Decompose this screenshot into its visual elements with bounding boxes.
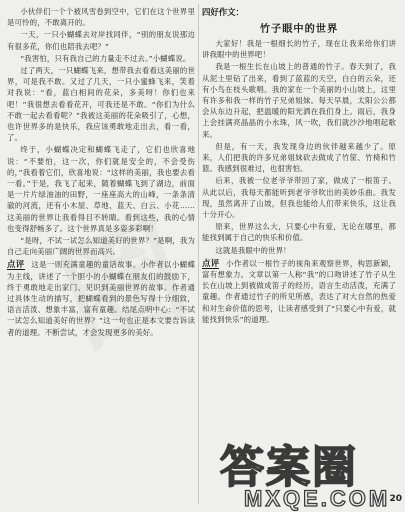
essay-paragraph: 后来，我被一位老爷爷带回了家，做成了一根笛子。从此以后，我每天都能听到老爷爷吹出的美妙乐曲。我发现，虽然离开了山坡，但我也能给人们带来快乐，这让我十分开心。 [202,176,396,220]
logo-subtext: MXQE.COM [244,486,391,511]
comment-label: 点评 [202,257,220,268]
essay-paragraph: 这就是我眼中的世界！ [215,245,291,255]
story-paragraph: “我害怕，只有我自己的力量走不过去。”小蝴蝶说。 [20,53,191,63]
section-label: 四好作文： [202,7,244,17]
logo-text: 答案圈 [220,442,358,493]
page-number: 20 [389,494,402,504]
comment-text: 这是一则充满童趣的童话故事。小作者以小蝴蝶为主线，讲述了一个胆小的小蝴蝶在朋友们的鼓励下，终于勇敢地走出家门、见识到美丽世界的故事。作者通过具体生动的描写，把蝴蝶看到的景色写得十分细致，语言活泼、想象丰富，富有童趣。结尾点明中心：“不试一试怎么知道美好的世界？”这一句也正是本文要告诉读者的道理。不断尝试，才会发现更多的美好。 [7,260,195,337]
essay-paragraph: 大家好！我是一根细长的竹子，现在让我来给你们讲讲我眼中的世界吧！ [202,39,396,60]
essay-paragraph: 原来，世界这么大，只要心中有爱，无论在哪里，都能找到属于自己的快乐和价值。 [202,222,396,243]
essay-paragraph: 但是，有一天，我发现身边的伙伴越来越少了。原来，人们把我的许多兄弟姐妹砍去做成了竹筐、竹椅和竹篮。我感到很难过，也很害怕。 [202,141,396,174]
column-divider [198,4,199,504]
essay-title: 竹子眼中的世界 [259,24,339,35]
right-column [202,6,396,326]
story-paragraph: “是呀，不试一试怎么知道美好的世界？”是啊，我为自己走向美丽广阔的世界而高兴。 [7,236,195,257]
essay-paragraph: 我是一根生长在山坡上的普通的竹子。春天到了，我从泥土里钻了出来，看到了蓝蓝的天空，白白的云朵，还有小鸟在枝头歌唱。我的家在一个美丽的小山坡上，这里有许多和我一样的竹子兄弟姐妹。每天早晨，太阳公公都会从东边升起，把温暖的阳光洒在我们身上。雨后，我身上会挂满亮晶晶的小水珠，风一吹，我们就沙沙地唱起歌来。 [202,62,396,139]
comment-block [7,259,195,337]
story-paragraph: 一天，一只小蝴蝶去对岸找同伴，“别的朋友说那边有很多花，你们也陪我去吧？” [7,30,195,51]
story-paragraph: 终于，小蝴蝶决定和蝴蝶飞走了，它们也欣喜地说：“不要怕，这一次，你们就是安全的，不会受伤的，”我看着它们，欣喜地说：“这样的美丽，我也要去看一看。”于是，我飞了起来，随着蝴蝶飞到了湖边，前面是一片片绿油油的田野，一座座高大的山峰，一条条清澈的河流，还有小木屋、草地、蓝天、白云、小花……这美丽的世界让我看得目不转睛。看到这些，我的心情也变得舒畅多了。这个世界真是多姿多彩啊！ [7,145,195,233]
story-paragraph: 过了两天，一只蝴蝶飞来，想带我去看看这美丽的世界，可是我不敢。又过了几天，一只小蜜蜂飞来，笑着对我说：“看，蓝白相间的花朵，多美呀！你们也来吧！”我很想去看看花开，可我还是不敢。“你们为什么不敢一起去看看呢？”我被这美丽的花朵吸引了，心想，也许世界多的是快乐，我应该勇敢地走出去，看一看，了。 [7,66,195,143]
left-column [7,6,195,339]
site-logo [220,442,400,512]
comment-text: 小作者以一根竹子的视角来观察世界，构思新颖，富有想象力。文章以第一人称“我”的口吻讲述了竹子从生长在山坡上到被做成笛子的经历，语言生动活泼，充满了童趣。作者通过竹子的所见所感，表达了对大自然的热爱和对生命价值的思考，让读者感受到了“只要心中有爱，就能找到快乐”的道理。 [202,258,397,324]
comment-block [202,258,396,325]
comment-label: 点评 [7,259,25,270]
story-paragraph: 小伙伴们一个个被风雪卷到空中，它们在这个世界里是可怜的，不敢离开的。 [7,7,195,28]
